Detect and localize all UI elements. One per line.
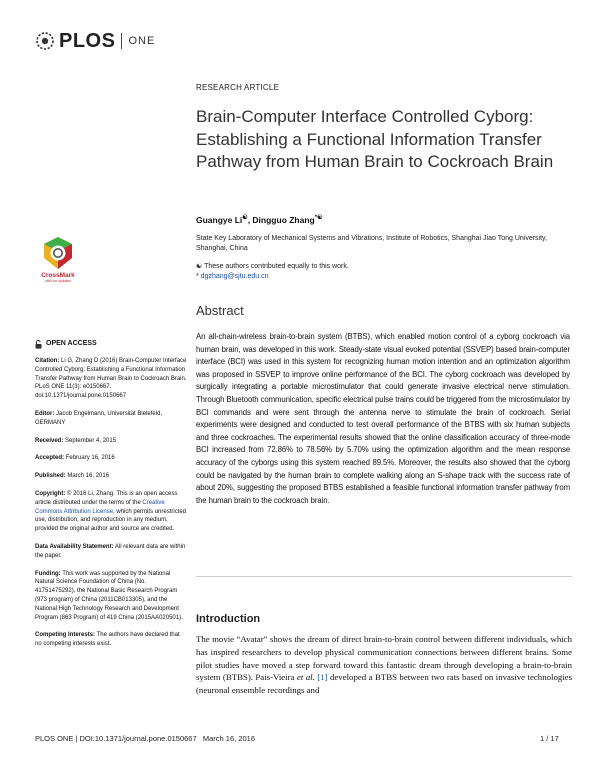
editor-label: Editor: <box>35 410 55 417</box>
crossmark-name: CrossMark <box>41 272 75 279</box>
author-separator: , <box>247 214 253 225</box>
reference-link[interactable]: [1] <box>317 672 328 683</box>
page-number: 1 / 17 <box>540 734 559 743</box>
page-footer: PLOS ONE | DOI:10.1371/journal.pone.0150667 March 16, 2016 <box>35 734 256 743</box>
email-link[interactable]: dgzhang@sjtu.edu.cn <box>200 273 269 280</box>
competing-interests <box>35 631 187 649</box>
author-notes <box>196 262 349 282</box>
crossmark-icon <box>43 236 73 270</box>
article-type: RESEARCH ARTICLE <box>196 83 280 92</box>
editor <box>35 410 187 428</box>
competing-interests-text: The authors have declared that no competing interests exist. <box>35 632 180 648</box>
affiliation: State Key Laboratory of Mechanical Systems and Vibrations, Institute of Robotics, Shanghai Jiao Tong University, Shanghai, China <box>196 235 547 252</box>
competing-interests-label: Competing Interests: <box>35 632 96 639</box>
funding <box>35 570 187 623</box>
funding-label: Funding: <box>35 570 61 577</box>
author-marker: *☯ <box>314 215 323 221</box>
citation-text: Li G, Zhang D (2016) Brain-Computer Interface Controlled Cyborg: Establishing a Functional Information Transfer Pathway from Human Brain to Cockroach Brain. PLoS ONE 11(3): e0150667. doi:10.1371/journal.pone.0150667 <box>35 358 187 400</box>
author-list <box>196 214 322 225</box>
copyright-text-post: , which permits unrestricted use, distribution, and reproduction in any medium, provided the original author and source are credited. <box>35 508 187 533</box>
published-date: March 16, 2016 <box>67 473 110 480</box>
open-access-label: OPEN ACCESS <box>46 340 97 348</box>
intro-text-part-2: developed a BTBS between two rats based on invasive technologies (neuronal ensemble recordings and <box>196 672 573 696</box>
open-lock-icon <box>35 340 42 349</box>
copyright-label: Copyright: <box>35 490 66 497</box>
accepted-label: Accepted: <box>35 455 65 462</box>
author-marker: ☯ <box>242 215 248 221</box>
crossmark-sub: click for updates <box>45 279 71 283</box>
corresponding-email <box>196 272 349 282</box>
data-availability <box>35 543 187 561</box>
article-title: Brain-Computer Interface Controlled Cyborg: Establishing a Functional Information Transfer Pathway from Human Brain to Cockroach Brain <box>196 107 554 171</box>
published-label: Published: <box>35 473 66 480</box>
logo-separator <box>121 33 122 49</box>
received-date: September 4, 2015 <box>65 437 117 444</box>
section-divider <box>196 576 572 577</box>
citation-label: Citation: <box>35 358 60 364</box>
abstract-text: An all-chain-wireless brain-to-brain system (BTBS), which enabled motion control of a cyborg cockroach via human brain, was developed in this work. Steady-state visual evoked potential (SSVEP) based brain-computer interface (BCI) was used in this system for recognizing human motion intention and an optimization algorithm was proposed in SSVEP to improve online performance of the BCI. The cyborg cockroach was developed by surgically integrating a portable microstimulator that could generate invasive electrical nerve stimulation. Through Bluetooth communication, specific electrical pulse trains could be triggered from the microstimulator by BCI commands and were sent through the antenna nerve to stimulate the brain of cockroach. Serial experiments were designed and conducted to test overall performance of the BTBS with six human subjects and three cockroaches. The experimental results showed that the online classification accuracy of three-mode BCI increased from 72.86% to 78.56% by 5.70% using the optimization algorithm and the mean response accuracy of the cyborgs using this system reached 89.5%. Moreover, the results also showed that the cyborg could be navigated by the human brain to complete walking along an S-shape track with the success rate of about 20%, suggesting the proposed BTBS established a feasible functional information transfer pathway from the human brain to the cockroach brain. <box>196 332 570 505</box>
journal-logo <box>34 30 155 52</box>
equal-contribution-note: ☯ These authors contributed equally to this work. <box>196 263 349 270</box>
crossmark-badge[interactable] <box>36 236 80 283</box>
copyright <box>35 490 187 534</box>
received <box>35 437 187 446</box>
accepted-date: February 16, 2016 <box>65 455 115 462</box>
received-label: Received: <box>35 437 64 444</box>
funding-text: This work was supported by the National Natural Science Foundation of China (No. 41751475292), the National Basic Research Program (973 program) of China (2011CB013305), and the National High Technology Research and Development Program (863 Program) of 419 China (2015AA020501). <box>35 570 183 621</box>
intro-etal: et al. <box>296 672 315 683</box>
journal-brand: PLOS <box>59 29 116 52</box>
copyright-text-pre: © 2016 Li, Zhang. This is an open access article distributed under the terms of the <box>35 490 178 506</box>
email-marker: * <box>196 273 201 280</box>
intro-text-part-1: The movie “Avatar” shows the dream of direct brain-to-brain control between different individuals, which has inspired researchers to develop physical communication connections between different brains. Some pilot studies have moved a step forward toward this fantastic dream through developing a brain-to-brain system (BTBS). Pais-Vieira <box>196 634 572 683</box>
editor-text: Jacob Engelmann, Universität Bielefeld, GERMANY <box>35 410 163 426</box>
accepted <box>35 454 187 463</box>
data-availability-label: Data Availability Statement: <box>35 543 114 550</box>
abstract-heading: Abstract <box>196 303 244 318</box>
published <box>35 472 187 481</box>
data-availability-text: All relevant data are within the paper. <box>35 543 186 559</box>
license-link[interactable]: Creative Commons Attribution License <box>35 499 165 515</box>
journal-sub: ONE <box>128 35 156 47</box>
citation <box>35 357 187 401</box>
introduction-heading: Introduction <box>196 613 261 625</box>
author-name[interactable]: Guangye Li <box>196 214 243 225</box>
article-metadata <box>35 340 187 658</box>
open-access <box>35 340 187 349</box>
plos-logo-icon <box>34 30 56 52</box>
introduction-text <box>196 633 572 697</box>
author-name[interactable]: Dingguo Zhang <box>252 214 315 225</box>
